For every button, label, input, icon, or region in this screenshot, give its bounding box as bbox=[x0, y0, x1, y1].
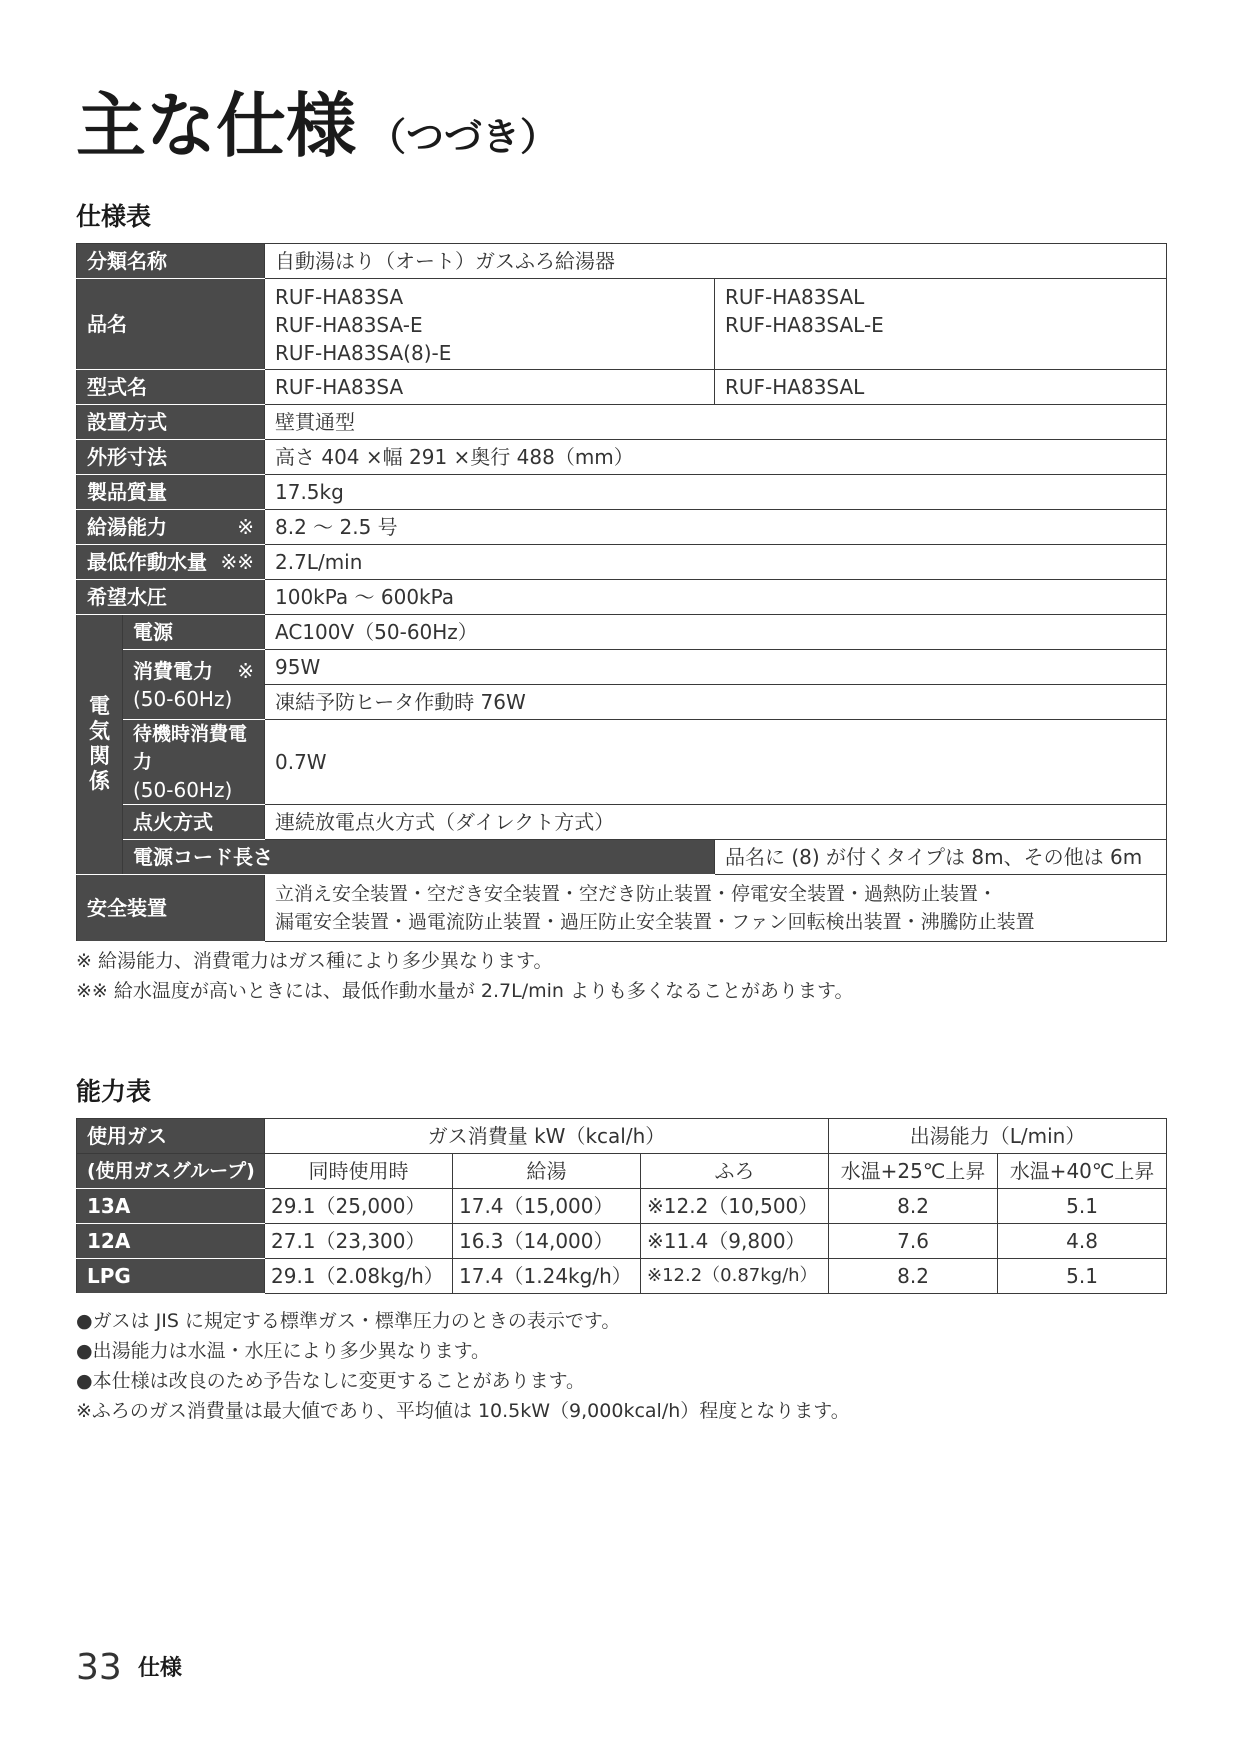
column-header: 水温+40℃上昇 bbox=[998, 1154, 1167, 1189]
spec-table bbox=[76, 243, 1167, 942]
model-label: 型式名 bbox=[77, 370, 265, 405]
capacity-header-row-1 bbox=[77, 1119, 1167, 1154]
spec-row-category bbox=[77, 244, 1167, 279]
gas-type: LPG bbox=[77, 1259, 265, 1294]
capacity-table bbox=[76, 1118, 1167, 1294]
electric-group-text: 電気関係 bbox=[89, 694, 110, 793]
safety-line: 漏電安全装置・過電流防止装置・過圧防止安全装置・ファン回転検出装置・沸騰防止装置 bbox=[275, 911, 1035, 933]
consumption-value-1: 95W bbox=[265, 650, 1167, 685]
spec-row-power bbox=[77, 615, 1167, 650]
gas-type: 12A bbox=[77, 1224, 265, 1259]
product-name: RUF-HA83SAL bbox=[725, 285, 865, 309]
table-row bbox=[77, 1259, 1167, 1294]
table-cell: ※12.2（0.87kg/h） bbox=[641, 1259, 829, 1294]
product-name: RUF-HA83SA bbox=[275, 285, 404, 309]
table-cell: 8.2 bbox=[829, 1259, 998, 1294]
product-name: RUF-HA83SA-E bbox=[275, 313, 423, 337]
electric-group-label bbox=[77, 615, 123, 875]
spec-row-minflow bbox=[77, 545, 1167, 580]
consumption-hz: (50-60Hz) bbox=[133, 686, 233, 711]
consumption-value-2: 凍結予防ヒータ作動時 76W bbox=[265, 685, 1167, 720]
gas-label-1: 使用ガス bbox=[77, 1119, 265, 1154]
safety-label: 安全装置 bbox=[77, 875, 265, 942]
note-mark: ※ bbox=[237, 658, 254, 683]
minflow-label-text: 最低作動水量 bbox=[87, 550, 207, 574]
table-cell: 8.2 bbox=[829, 1189, 998, 1224]
spec-row-consumption bbox=[77, 650, 1167, 685]
model-value-a: RUF-HA83SA bbox=[265, 370, 715, 405]
category-label: 分類名称 bbox=[77, 244, 265, 279]
page-number: 33 bbox=[76, 1647, 122, 1688]
table-cell: 5.1 bbox=[998, 1259, 1167, 1294]
hotwater-value: 8.2 ～ 2.5 号 bbox=[265, 510, 1167, 545]
capacity-note: ●出湯能力は水温・水圧により多少異なります。 bbox=[76, 1340, 491, 1362]
table-row bbox=[77, 1224, 1167, 1259]
spec-note: ※※ 給水温度が高いときには、最低作動水量が 2.7L/min よりも多くなることがあります。 bbox=[76, 980, 854, 1002]
model-value-b: RUF-HA83SAL bbox=[715, 370, 1167, 405]
product-name: RUF-HA83SAL-E bbox=[725, 313, 884, 337]
table-cell: ※12.2（10,500） bbox=[641, 1189, 829, 1224]
minflow-value: 2.7L/min bbox=[265, 545, 1167, 580]
footer-section-label: 仕様 bbox=[137, 1656, 182, 1681]
consumption-header: ガス消費量 kW（kcal/h） bbox=[265, 1119, 829, 1154]
table-cell: 29.1（2.08kg/h） bbox=[265, 1259, 453, 1294]
table-cell: 17.4（1.24kg/h） bbox=[453, 1259, 641, 1294]
install-label: 設置方式 bbox=[77, 405, 265, 440]
category-value: 自動湯はり（オート）ガスふろ給湯器 bbox=[265, 244, 1167, 279]
standby-hz: (50-60Hz) bbox=[133, 778, 233, 802]
page-title-sub: （つづき） bbox=[368, 115, 559, 159]
column-header: 同時使用時 bbox=[265, 1154, 453, 1189]
hotwater-label-text: 給湯能力 bbox=[87, 515, 167, 539]
note-mark: ※ bbox=[237, 515, 254, 539]
dimensions-value: 高さ 404 ×幅 291 ×奥行 488（mm） bbox=[265, 440, 1167, 475]
page-title bbox=[76, 86, 558, 177]
table-row bbox=[77, 1189, 1167, 1224]
spec-row-product bbox=[77, 279, 1167, 370]
table-cell: 7.6 bbox=[829, 1224, 998, 1259]
spec-row-hotwater bbox=[77, 510, 1167, 545]
capacity-note: ●ガスは JIS に規定する標準ガス・標準圧力のときの表示です。 bbox=[76, 1310, 621, 1332]
dimensions-label: 外形寸法 bbox=[77, 440, 265, 475]
pressure-label: 希望水圧 bbox=[77, 580, 265, 615]
table-cell: 4.8 bbox=[998, 1224, 1167, 1259]
pressure-value: 100kPa ～ 600kPa bbox=[265, 580, 1167, 615]
ignition-label: 点火方式 bbox=[123, 805, 265, 840]
cord-value: 品名に (8) が付くタイプは 8m、その他は 6m bbox=[715, 840, 1167, 875]
spec-row-dimensions bbox=[77, 440, 1167, 475]
ignition-value: 連続放電点火方式（ダイレクト方式） bbox=[265, 805, 1167, 840]
spec-row-safety bbox=[77, 875, 1167, 942]
spec-note: ※ 給湯能力、消費電力はガス種により多少異なります。 bbox=[76, 950, 553, 972]
page-footer bbox=[76, 1647, 182, 1688]
product-label: 品名 bbox=[77, 279, 265, 370]
column-header: 水温+25℃上昇 bbox=[829, 1154, 998, 1189]
gas-type: 13A bbox=[77, 1189, 265, 1224]
spec-row-model bbox=[77, 370, 1167, 405]
table-cell: ※11.4（9,800） bbox=[641, 1224, 829, 1259]
product-names-a bbox=[265, 279, 715, 370]
note-mark: ※※ bbox=[220, 550, 254, 574]
standby-value: 0.7W bbox=[265, 720, 1167, 805]
gas-label-2: (使用ガスグループ) bbox=[77, 1154, 265, 1189]
consumption-label bbox=[123, 650, 265, 720]
product-names-b bbox=[715, 279, 1167, 370]
table-cell: 29.1（25,000） bbox=[265, 1189, 453, 1224]
capacity-heading: 能力表 bbox=[76, 1077, 152, 1106]
cord-label: 電源コード長さ bbox=[123, 840, 715, 875]
capacity-note: ●本仕様は改良のため予告なしに変更することがあります。 bbox=[76, 1370, 586, 1392]
spec-row-ignition bbox=[77, 805, 1167, 840]
minflow-label bbox=[77, 545, 265, 580]
product-name: RUF-HA83SA(8)-E bbox=[275, 341, 452, 365]
weight-value: 17.5kg bbox=[265, 475, 1167, 510]
capacity-note: ※ふろのガス消費量は最大値であり、平均値は 10.5kW（9,000kcal/h）程度となります。 bbox=[76, 1400, 850, 1422]
table-cell: 16.3（14,000） bbox=[453, 1224, 641, 1259]
hotwater-label bbox=[77, 510, 265, 545]
column-header: 給湯 bbox=[453, 1154, 641, 1189]
safety-line: 立消え安全装置・空だき安全装置・空だき防止装置・停電安全装置・過熱防止装置・ bbox=[275, 883, 998, 905]
column-header: ふろ bbox=[641, 1154, 829, 1189]
table-cell: 17.4（15,000） bbox=[453, 1189, 641, 1224]
spec-row-weight bbox=[77, 475, 1167, 510]
spec-row-cord bbox=[77, 840, 1167, 875]
power-label: 電源 bbox=[123, 615, 265, 650]
power-value: AC100V（50-60Hz） bbox=[265, 615, 1167, 650]
standby-label bbox=[123, 720, 265, 805]
install-value: 壁貫通型 bbox=[265, 405, 1167, 440]
page-title-main: 主な仕様 bbox=[76, 85, 356, 167]
spec-row-pressure bbox=[77, 580, 1167, 615]
weight-label: 製品質量 bbox=[77, 475, 265, 510]
consumption-label-text: 消費電力 bbox=[133, 658, 213, 683]
capacity-header-row-2 bbox=[77, 1154, 1167, 1189]
spec-notes bbox=[76, 946, 853, 1006]
spec-row-standby bbox=[77, 720, 1167, 805]
spec-heading: 仕様表 bbox=[76, 202, 152, 231]
safety-value bbox=[265, 875, 1167, 942]
capacity-notes bbox=[76, 1306, 850, 1426]
output-header: 出湯能力（L/min） bbox=[829, 1119, 1167, 1154]
table-cell: 27.1（23,300） bbox=[265, 1224, 453, 1259]
spec-row-install bbox=[77, 405, 1167, 440]
table-cell: 5.1 bbox=[998, 1189, 1167, 1224]
standby-label-text: 待機時消費電力 bbox=[133, 723, 248, 773]
